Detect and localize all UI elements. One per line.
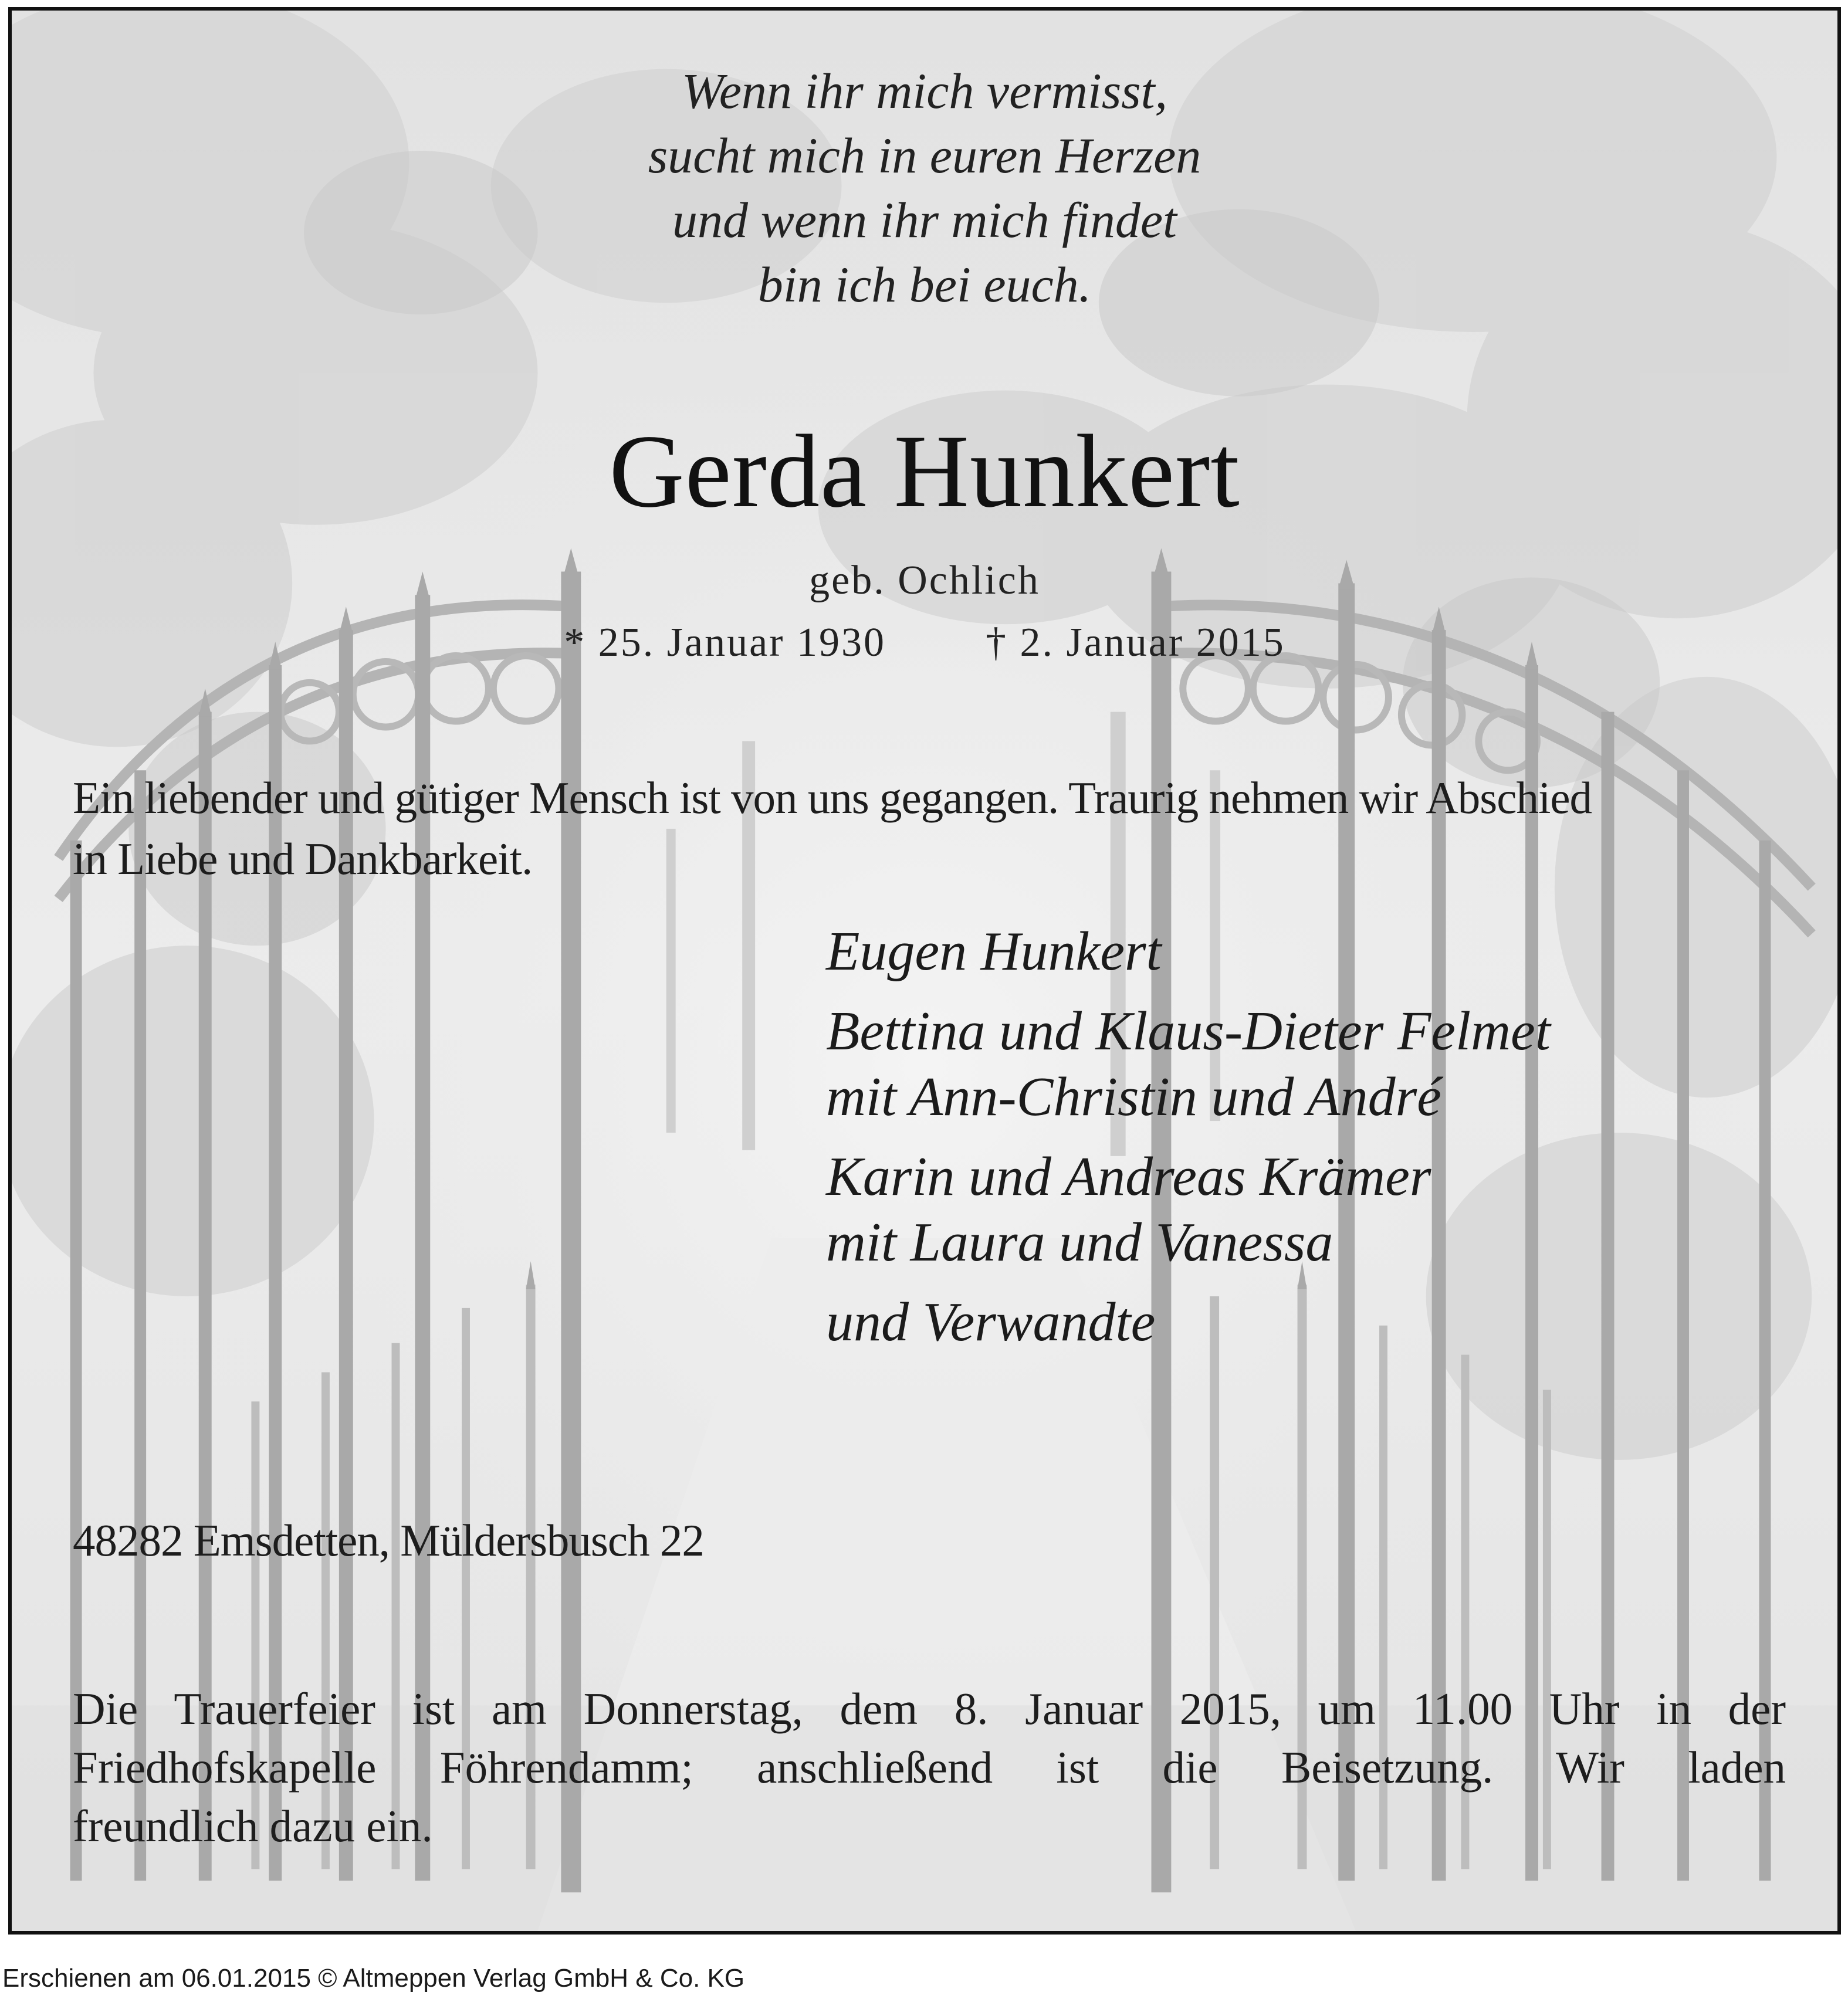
life-dates bbox=[12, 618, 1837, 668]
poem-line: Wenn ihr mich vermisst, bbox=[681, 63, 1168, 119]
ceremony-line: Die Trauerfeier ist am Donnerstag, dem 8. Januar 2015, um 11.00 Uhr in der bbox=[73, 1683, 1786, 1734]
family-address: 48282 Emsdetten, Müldersbusch 22 bbox=[73, 1515, 704, 1566]
farewell-line: in Liebe und Dankbarkeit. bbox=[73, 834, 533, 884]
farewell-line: Ein liebender und gütiger Mensch ist von uns gegangen. Traurig nehmen wir Abschied bbox=[73, 773, 1592, 823]
obituary-notice bbox=[8, 7, 1841, 1935]
mourner-group bbox=[826, 998, 1551, 1130]
maiden-name: geb. Ochlich bbox=[809, 558, 1040, 603]
mourner-line: mit Ann-Christin und André bbox=[826, 1066, 1441, 1127]
poem-line: bin ich bei euch. bbox=[757, 256, 1092, 313]
memorial-poem bbox=[12, 59, 1837, 317]
publication-footer: Erschienen am 06.01.2015 © Altmeppen Verlag GmbH & Co. KG bbox=[2, 1964, 745, 1993]
mourner-group bbox=[826, 919, 1551, 984]
mourner-line: mit Laura und Vanessa bbox=[826, 1212, 1333, 1273]
poem-line: und wenn ihr mich findet bbox=[672, 192, 1177, 248]
mourner-line: und Verwandte bbox=[826, 1292, 1156, 1353]
birth-date: * 25. Januar 1930 bbox=[564, 620, 886, 665]
funeral-details bbox=[73, 1679, 1786, 1855]
death-date: † 2. Januar 2015 bbox=[986, 620, 1285, 665]
ceremony-line: Friedhofskapelle Föhrendamm; anschließend ist die Beisetzung. Wir laden bbox=[73, 1742, 1786, 1793]
mourner-line: Eugen Hunkert bbox=[826, 921, 1162, 982]
mourners-list bbox=[826, 919, 1551, 1369]
mourner-group bbox=[826, 1144, 1551, 1275]
mourner-line: Bettina und Klaus-Dieter Felmet bbox=[826, 1001, 1551, 1062]
mourner-group bbox=[826, 1289, 1551, 1355]
ceremony-line: freundlich dazu ein. bbox=[73, 1801, 433, 1851]
notice-text bbox=[12, 11, 1837, 1931]
farewell-text bbox=[73, 767, 1786, 889]
deceased-name: Gerda Hunkert bbox=[609, 413, 1240, 529]
poem-line: sucht mich in euren Herzen bbox=[648, 127, 1201, 184]
mourner-line: Karin und Andreas Krämer bbox=[826, 1146, 1431, 1207]
